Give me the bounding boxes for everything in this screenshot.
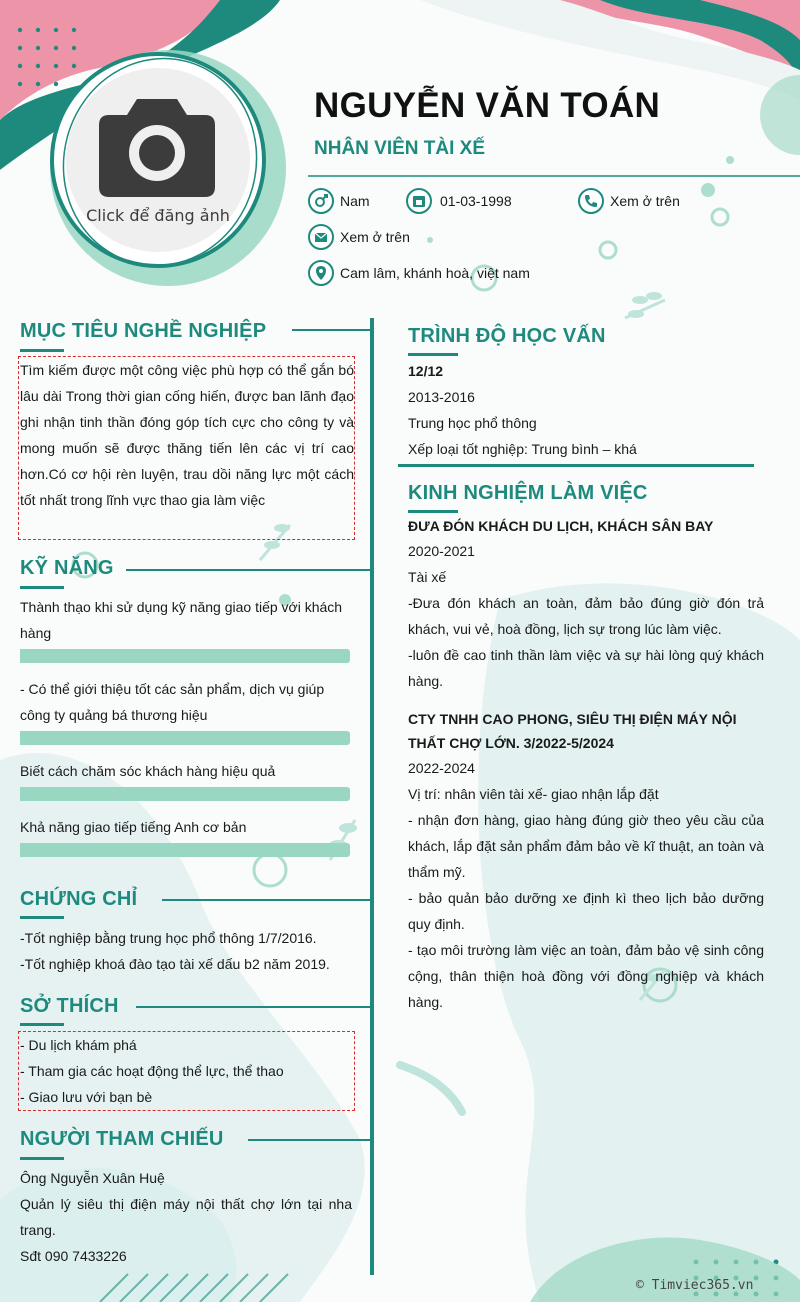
- gender-value: Nam: [340, 193, 370, 209]
- skills-title: KỸ NĂNG: [20, 557, 114, 579]
- birthday-value: 01-03-1998: [440, 193, 512, 209]
- education-rank: Xếp loại tốt nghiệp: Trung bình – khá: [408, 441, 637, 457]
- job-desc: - nhận đơn hàng, giao hàng đúng giờ theo yêu cầu của khách, lắp đặt sản phẩm đảm bảo về kĩ thuật, an toàn và thẩm mỹ.: [408, 812, 764, 880]
- skills-connector: [126, 569, 372, 571]
- references-underline: [20, 1157, 64, 1160]
- skill-item: Biết cách chăm sóc khách hàng hiệu quả: [20, 763, 276, 779]
- hobbies-title: SỞ THÍCH: [20, 995, 119, 1017]
- reference-phone: Sđt 090 7433226: [20, 1248, 127, 1264]
- education-title: TRÌNH ĐỘ HỌC VẤN: [408, 325, 606, 347]
- education-level: 12/12: [408, 363, 444, 379]
- info-gender: [308, 188, 370, 214]
- hobbies-connector: [136, 1006, 372, 1008]
- experience-title: KINH NGHIỆM LÀM VIỆC: [408, 482, 648, 504]
- certificate-item: -Tốt nghiệp bằng trung học phổ thông 1/7/2016.: [20, 930, 317, 946]
- calendar-icon: [406, 188, 432, 214]
- job-role: Tài xế: [408, 569, 447, 585]
- full-name: NGUYỄN VĂN TOÁN: [314, 86, 661, 125]
- info-email: [308, 224, 410, 250]
- skill-bar-track: [20, 731, 350, 745]
- objective-connector: [292, 329, 372, 331]
- skill-bar-track: [20, 649, 350, 663]
- skill-bar: [20, 787, 350, 801]
- certificate-item: -Tốt nghiệp khoá đào tạo tài xế dấu b2 năm 2019.: [20, 956, 330, 972]
- reference-block: [20, 1165, 352, 1269]
- references-connector: [248, 1139, 372, 1141]
- info-address: [308, 260, 530, 286]
- education-years: 2013-2016: [408, 389, 475, 405]
- job-role: Vị trí: nhân viên tài xế- giao nhận lắp đặt: [408, 786, 659, 802]
- address-value: Cam lâm, khánh hoà, việt nam: [340, 265, 530, 281]
- objective-title: MỤC TIÊU NGHỀ NGHIỆP: [20, 320, 267, 342]
- certificates-underline: [20, 916, 64, 919]
- watermark: © Timviec365.vn: [636, 1278, 754, 1293]
- phone-icon: [578, 188, 604, 214]
- job-desc: - tạo môi trường làm việc an toàn, đảm bảo vệ sinh công cộng, thân thiện hoà đồng với đồng nghiệp và khách hàng.: [408, 942, 764, 1010]
- certificate-list: [20, 925, 360, 977]
- objective-text[interactable]: Tìm kiếm được một công việc phù hợp có thể gắn bó lâu dài Trong thời gian cống hiến, được ban lãnh đạo ghi nhận tinh thần đóng góp tích cực cho công ty và mong muốn sẽ được thăng tiến lên các vị trí cao hơn.Có cơ hội rèn luyện, trau dồi năng lực một cách tốt nhất trong lĩnh vực thao gia làm việc: [18, 356, 355, 540]
- hobbies-underline: [20, 1023, 64, 1026]
- job-desc: - bảo quản bảo dưỡng xe định kì theo lịch bảo dưỡng quy định.: [408, 890, 764, 932]
- photo-upload[interactable]: [66, 68, 250, 252]
- job-company: CTY TNHH CAO PHONG, SIÊU THỊ ĐIỆN MÁY NỘI THẤT CHỢ LỚN. 3/2022-5/2024: [408, 711, 737, 751]
- skill-bar-track: [20, 787, 350, 801]
- info-phone: [578, 188, 680, 214]
- job-company: ĐƯA ĐÓN KHÁCH DU LỊCH, KHÁCH SÂN BAY: [408, 518, 714, 534]
- skill-item: Thành thạo khi sử dụng kỹ năng giao tiếp với khách hàng: [20, 599, 343, 641]
- job-entry: [408, 514, 764, 694]
- skills-underline: [20, 586, 64, 589]
- education-block: [408, 358, 764, 462]
- phone-value: Xem ở trên: [610, 193, 680, 209]
- reference-desc: Quản lý siêu thị điện máy nội thất chợ lớn tại nha trang.: [20, 1196, 352, 1238]
- skill-item: - Có thể giới thiệu tốt các sản phẩm, dịch vụ giúp công ty quảng bá thương hiệu: [20, 681, 325, 723]
- job-years: 2020-2021: [408, 543, 475, 559]
- hobby-list[interactable]: [18, 1031, 355, 1111]
- hobby-item: - Du lịch khám phá: [20, 1037, 137, 1053]
- hobby-item: - Giao lưu với bạn bè: [20, 1089, 153, 1105]
- hobby-item: - Tham gia các hoạt động thể lực, thể thao: [20, 1063, 284, 1079]
- photo-label: Click để đăng ảnh: [86, 206, 230, 225]
- gender-icon: [308, 188, 334, 214]
- certificates-title: CHỨNG CHỈ: [20, 888, 138, 910]
- camera-icon: [99, 95, 215, 197]
- reference-name: Ông Nguyễn Xuân Huệ: [20, 1170, 165, 1186]
- info-birthday: [406, 188, 512, 214]
- objective-underline: [20, 349, 64, 352]
- skill-bar: [20, 731, 350, 745]
- experience-underline: [408, 510, 458, 513]
- job-years: 2022-2024: [408, 760, 475, 776]
- skill-bar: [20, 843, 350, 857]
- education-underline: [408, 353, 458, 356]
- skill-bar-track: [20, 843, 350, 857]
- references-title: NGƯỜI THAM CHIẾU: [20, 1128, 224, 1150]
- job-desc: -luôn đề cao tinh thần làm việc và sự hài lòng quý khách hàng.: [408, 647, 764, 689]
- job-desc: -Đưa đón khách an toàn, đảm bảo đúng giờ đón trả khách, vui vẻ, hoà đồng, lịch sự trong lúc làm việc.: [408, 595, 764, 637]
- education-divider: [398, 464, 754, 467]
- job-title: NHÂN VIÊN TÀI XẾ: [314, 138, 486, 159]
- email-value: Xem ở trên: [340, 229, 410, 245]
- skill-item: Khả năng giao tiếp tiếng Anh cơ bản: [20, 819, 247, 835]
- job-entry: [408, 707, 764, 1015]
- certificates-connector: [162, 899, 372, 901]
- education-school: Trung học phổ thông: [408, 415, 537, 431]
- location-pin-icon: [308, 260, 334, 286]
- email-icon: [308, 224, 334, 250]
